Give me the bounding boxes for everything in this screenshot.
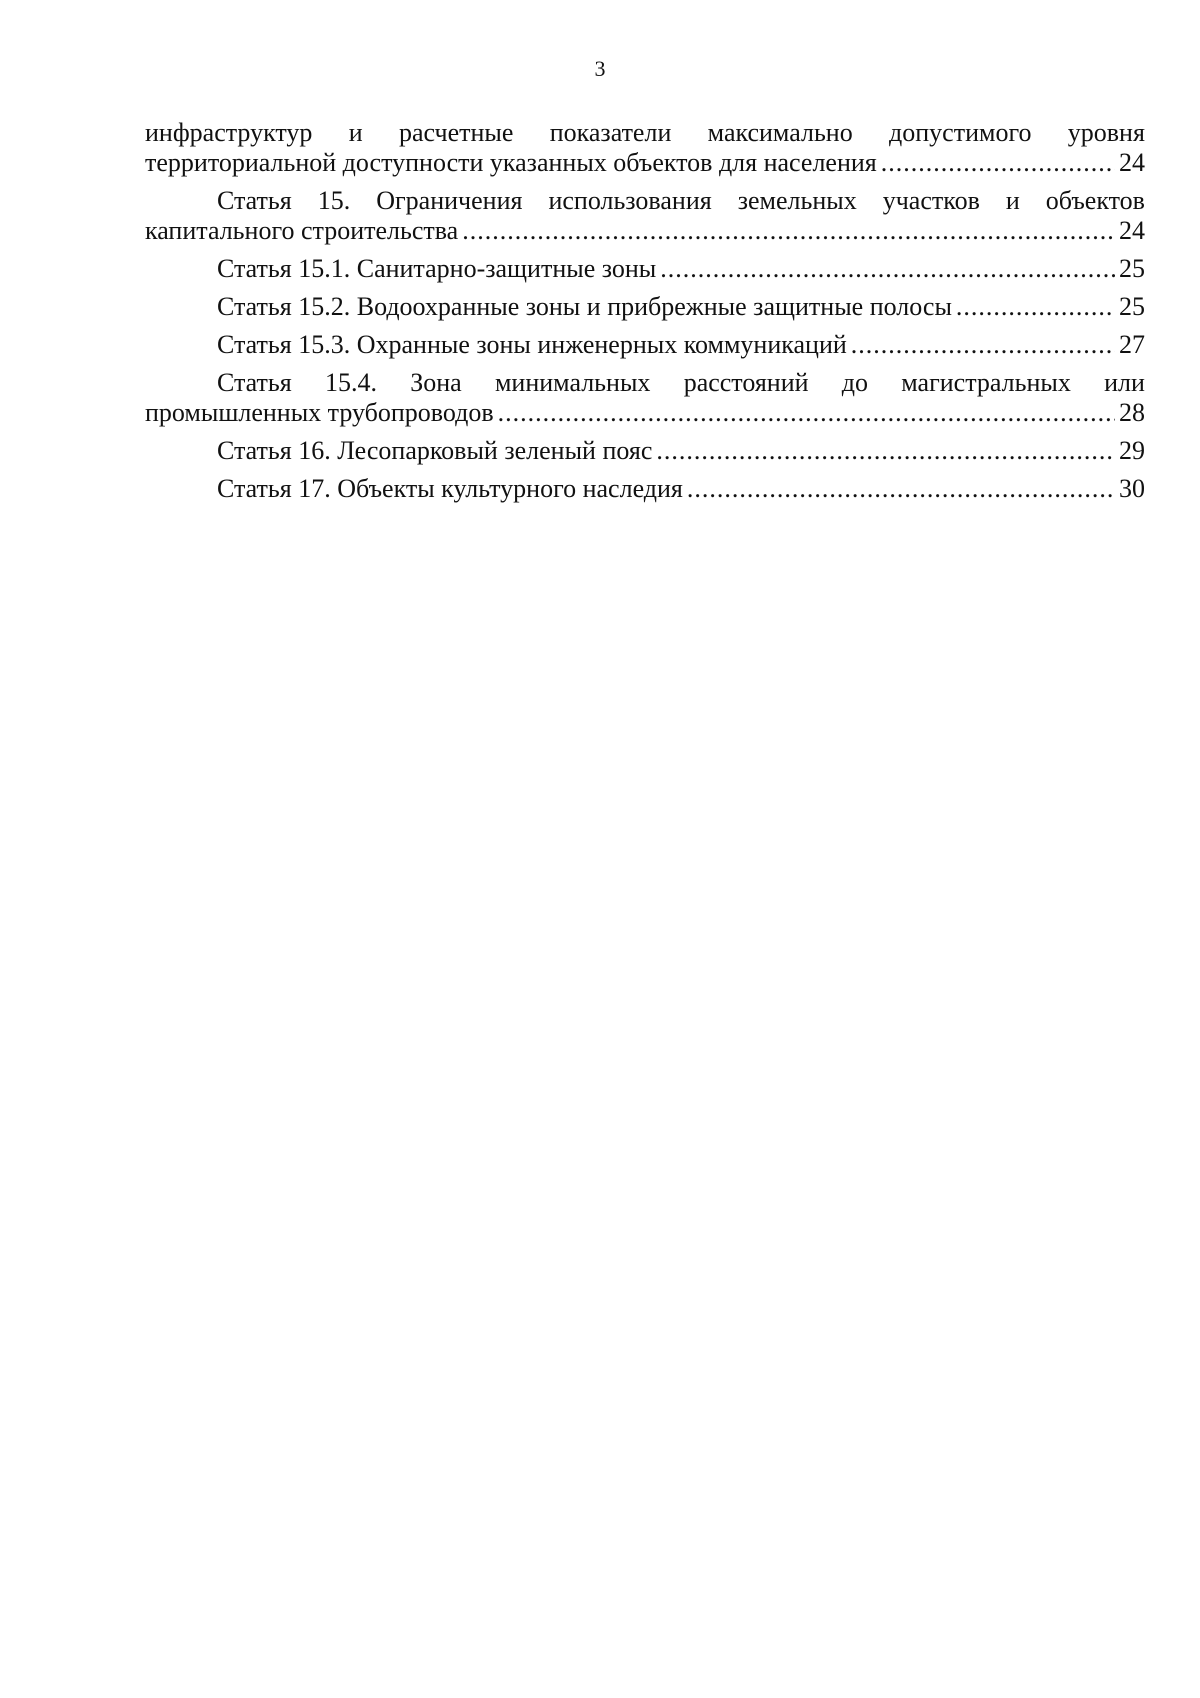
- toc-entry-page: 24: [1119, 216, 1145, 245]
- toc-entry-title: Статья 15.2. Водоохранные зоны и прибрежные защитные полосы: [217, 292, 952, 321]
- toc-entry-last-line: [145, 254, 1145, 284]
- toc-entry-last-line: [145, 292, 1145, 322]
- toc-word: объектов: [1045, 186, 1145, 215]
- toc-entry[interactable]: [145, 436, 1145, 466]
- toc-word: и: [348, 118, 363, 147]
- toc-word: и: [1005, 186, 1020, 215]
- toc-entry-title: Статья 15.1. Санитарно-защитные зоны: [217, 254, 657, 283]
- dot-leader: [660, 254, 1115, 284]
- dot-leader: [498, 398, 1115, 428]
- toc-word: Статья: [217, 186, 292, 215]
- toc-entry-title: Статья 17. Объекты культурного наследия: [217, 474, 683, 503]
- toc-entry[interactable]: [145, 118, 1145, 178]
- toc-entry[interactable]: [145, 330, 1145, 360]
- toc-word: минимальных: [494, 368, 651, 397]
- toc-entry-last-line: [145, 474, 1145, 504]
- toc-entry-title: Статья 16. Лесопарковый зеленый пояс: [217, 436, 653, 465]
- toc-entry[interactable]: [145, 254, 1145, 284]
- toc-word: Ограничения: [376, 186, 523, 215]
- dot-leader: [687, 474, 1115, 504]
- toc-word: Зона: [410, 368, 462, 397]
- toc-word: использования: [548, 186, 712, 215]
- toc-entry-last-line: [145, 216, 1145, 246]
- dot-leader: [881, 148, 1115, 178]
- toc-word: до: [841, 368, 869, 397]
- toc-entry-lead-line: [145, 186, 1145, 216]
- toc-entry-page: 27: [1119, 330, 1145, 359]
- toc-entry-last-line: [145, 330, 1145, 360]
- toc-word: расстояний: [683, 368, 809, 397]
- dot-leader: [462, 216, 1115, 246]
- toc-word: участков: [882, 186, 980, 215]
- toc-word: максимально: [707, 118, 853, 147]
- toc-entry[interactable]: [145, 368, 1145, 428]
- toc-entry-last-line: [145, 398, 1145, 428]
- toc-word: инфраструктур: [145, 118, 313, 147]
- toc-entry-last-line: [145, 436, 1145, 466]
- dot-leader: [851, 330, 1115, 360]
- toc-word: Статья: [217, 368, 292, 397]
- toc-entry-title: территориальной доступности указанных объектов для населения: [145, 148, 877, 177]
- toc-entry[interactable]: [145, 292, 1145, 322]
- toc-entry[interactable]: [145, 186, 1145, 246]
- toc-word: допустимого: [889, 118, 1032, 147]
- toc-word: или: [1104, 368, 1145, 397]
- toc-entry-page: 28: [1119, 398, 1145, 427]
- toc-word: 15.4.: [324, 368, 377, 397]
- toc-entry-last-line: [145, 148, 1145, 178]
- toc-entry-page: 29: [1119, 436, 1145, 465]
- table-of-contents: [145, 118, 1145, 504]
- toc-entry[interactable]: [145, 474, 1145, 504]
- toc-entry-page: 30: [1119, 474, 1145, 503]
- toc-word: уровня: [1067, 118, 1145, 147]
- toc-entry-page: 25: [1119, 292, 1145, 321]
- toc-word: расчетные: [398, 118, 514, 147]
- toc-word: 15.: [317, 186, 351, 215]
- toc-entry-lead-line: [145, 118, 1145, 148]
- page-number: 3: [594, 56, 606, 81]
- toc-word: земельных: [737, 186, 857, 215]
- toc-entry-page: 25: [1119, 254, 1145, 283]
- toc-entry-title: капитального строительства: [145, 216, 459, 245]
- toc-entry-title: промышленных трубопроводов: [145, 398, 494, 427]
- dot-leader: [956, 292, 1115, 322]
- toc-entry-lead-line: [145, 368, 1145, 398]
- dot-leader: [656, 436, 1115, 466]
- toc-word: магистральных: [901, 368, 1071, 397]
- toc-word: показатели: [549, 118, 672, 147]
- toc-entry-title: Статья 15.3. Охранные зоны инженерных коммуникаций: [217, 330, 847, 359]
- toc-entry-page: 24: [1119, 148, 1145, 177]
